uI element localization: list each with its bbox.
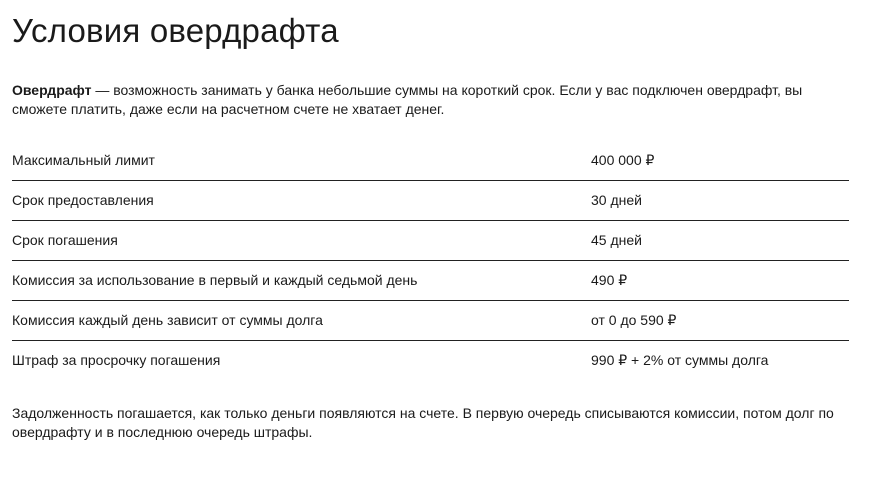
row-label: Срок погашения	[12, 232, 118, 248]
intro-term: Овердрафт	[12, 82, 92, 98]
row-value: от 0 до 590 ₽	[591, 312, 677, 328]
table-row	[12, 181, 849, 221]
intro-paragraph	[12, 81, 852, 119]
row-label: Максимальный лимит	[12, 152, 155, 168]
intro-text: — возможность занимать у банка небольшие суммы на короткий срок. Если у вас подключен овердрафт, вы сможете платить, даже если на расчетном счете не хватает денег.	[12, 82, 803, 117]
table-row	[12, 141, 849, 181]
table-row	[12, 341, 849, 380]
row-value: 400 000 ₽	[591, 152, 655, 168]
table-row	[12, 301, 849, 341]
row-label: Срок предоставления	[12, 192, 154, 208]
row-label: Комиссия за использование в первый и каждый седьмой день	[12, 272, 418, 288]
row-label: Комиссия каждый день зависит от суммы долга	[12, 312, 323, 328]
table-row	[12, 221, 849, 261]
terms-table	[12, 141, 849, 380]
footer-note: Задолженность погашается, как только деньги появляются на счете. В первую очередь списываются комиссии, потом долг по овердрафту и в последнюю очередь штрафы.	[12, 405, 834, 440]
row-value: 45 дней	[591, 232, 642, 248]
row-value: 490 ₽	[591, 272, 628, 288]
page-title: Условия овердрафта	[12, 12, 339, 49]
row-label: Штраф за просрочку погашения	[12, 352, 221, 368]
row-value: 990 ₽ + 2% от суммы долга	[591, 352, 769, 368]
row-value: 30 дней	[591, 192, 642, 208]
table-row	[12, 261, 849, 301]
